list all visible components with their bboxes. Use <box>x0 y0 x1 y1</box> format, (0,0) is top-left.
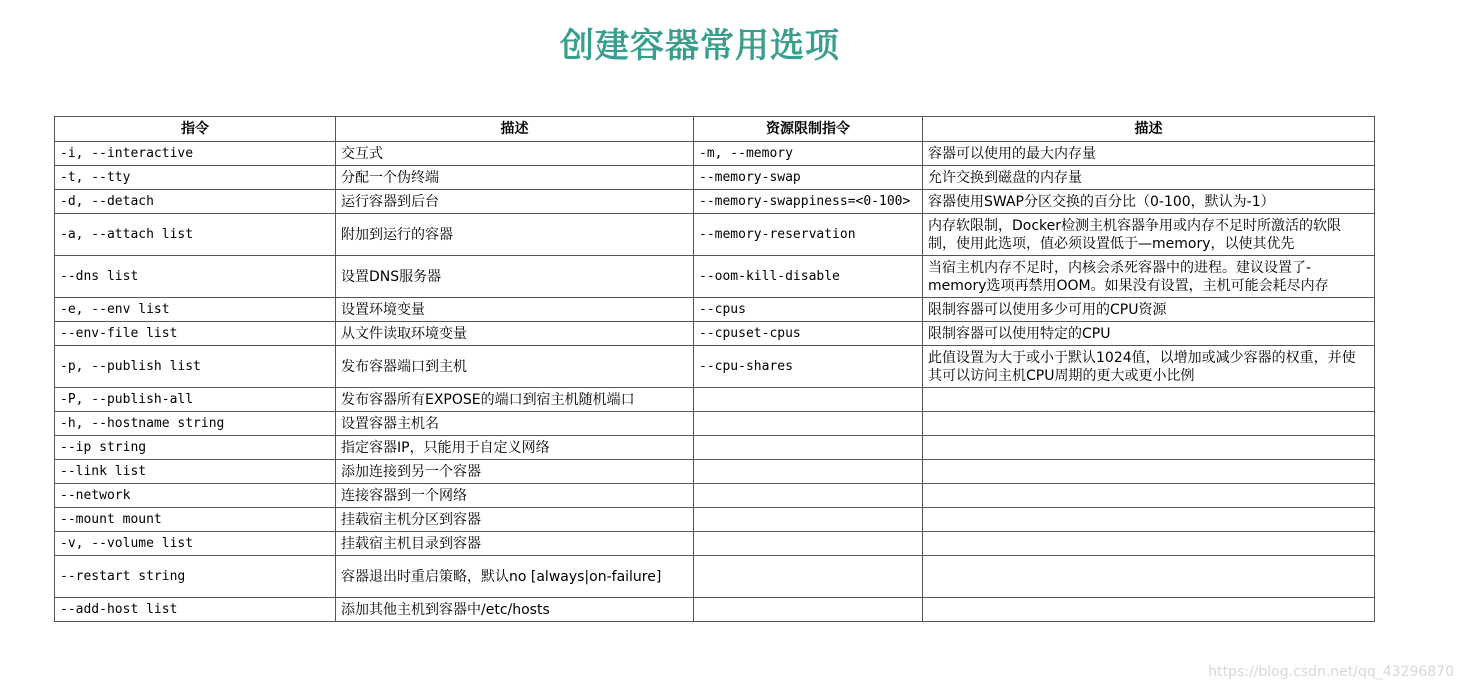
page-title: 创建容器常用选项 <box>560 26 840 66</box>
cell-description: 附加到运行的容器 <box>336 214 694 256</box>
table-row <box>55 484 1375 508</box>
cell-resource-description <box>923 412 1375 436</box>
cell-resource-description <box>923 436 1375 460</box>
cell-command: -p, --publish list <box>55 346 336 388</box>
cell-command: --link list <box>55 460 336 484</box>
cell-resource-command <box>694 556 923 598</box>
cell-resource-description <box>923 532 1375 556</box>
cell-command: --dns list <box>55 256 336 298</box>
cell-resource-description: 容器使用SWAP分区交换的百分比（0-100，默认为-1） <box>923 190 1375 214</box>
table-row <box>55 556 1375 598</box>
cell-resource-description <box>923 484 1375 508</box>
cell-resource-command: --memory-reservation <box>694 214 923 256</box>
cell-command: --network <box>55 484 336 508</box>
cell-description: 添加其他主机到容器中/etc/hosts <box>336 598 694 622</box>
table-row <box>55 460 1375 484</box>
cell-command: -d, --detach <box>55 190 336 214</box>
cell-command: --restart string <box>55 556 336 598</box>
cell-resource-description <box>923 598 1375 622</box>
cell-resource-command: --cpus <box>694 298 923 322</box>
cell-resource-command <box>694 508 923 532</box>
cell-command: -v, --volume list <box>55 532 336 556</box>
header-description: 描述 <box>336 117 694 142</box>
cell-description: 添加连接到另一个容器 <box>336 460 694 484</box>
cell-resource-description <box>923 460 1375 484</box>
cell-description: 挂载宿主机目录到容器 <box>336 532 694 556</box>
cell-description: 挂载宿主机分区到容器 <box>336 508 694 532</box>
cell-command: -e, --env list <box>55 298 336 322</box>
cell-command: --env-file list <box>55 322 336 346</box>
cell-resource-command <box>694 598 923 622</box>
cell-resource-command <box>694 388 923 412</box>
cell-resource-description <box>923 556 1375 598</box>
cell-description: 从文件读取环境变量 <box>336 322 694 346</box>
cell-resource-command <box>694 436 923 460</box>
cell-command: --add-host list <box>55 598 336 622</box>
table-row <box>55 388 1375 412</box>
cell-command: -P, --publish-all <box>55 388 336 412</box>
table-header-row <box>55 117 1375 142</box>
table-row <box>55 598 1375 622</box>
cell-command: -h, --hostname string <box>55 412 336 436</box>
header-resource-command: 资源限制指令 <box>694 117 923 142</box>
cell-resource-command: --cpuset-cpus <box>694 322 923 346</box>
cell-description: 分配一个伪终端 <box>336 166 694 190</box>
cell-description: 交互式 <box>336 142 694 166</box>
cell-resource-description: 允许交换到磁盘的内存量 <box>923 166 1375 190</box>
options-table <box>54 116 1375 622</box>
cell-resource-command: --memory-swappiness=<0-100> <box>694 190 923 214</box>
cell-resource-description: 当宿主机内存不足时，内核会杀死容器中的进程。建议设置了-memory选项再禁用OOM。如果没有设置，主机可能会耗尽内存 <box>923 256 1375 298</box>
cell-description: 指定容器IP，只能用于自定义网络 <box>336 436 694 460</box>
cell-resource-description: 限制容器可以使用特定的CPU <box>923 322 1375 346</box>
table-row <box>55 256 1375 298</box>
table-body <box>55 142 1375 622</box>
cell-resource-description <box>923 508 1375 532</box>
watermark: https://blog.csdn.net/qq_43296870 <box>1208 664 1454 680</box>
cell-description: 设置容器主机名 <box>336 412 694 436</box>
header-command: 指令 <box>55 117 336 142</box>
cell-resource-description: 容器可以使用的最大内存量 <box>923 142 1375 166</box>
table-row <box>55 142 1375 166</box>
cell-command: --mount mount <box>55 508 336 532</box>
cell-resource-command <box>694 484 923 508</box>
cell-command: -i, --interactive <box>55 142 336 166</box>
table-row <box>55 346 1375 388</box>
cell-description: 设置DNS服务器 <box>336 256 694 298</box>
cell-command: --ip string <box>55 436 336 460</box>
cell-resource-description: 内存软限制，Docker检测主机容器争用或内存不足时所激活的软限制，使用此选项，值必须设置低于—memory，以使其优先 <box>923 214 1375 256</box>
cell-resource-command: --oom-kill-disable <box>694 256 923 298</box>
cell-description: 发布容器端口到主机 <box>336 346 694 388</box>
cell-resource-command: -m, --memory <box>694 142 923 166</box>
cell-command: -a, --attach list <box>55 214 336 256</box>
cell-resource-description: 此值设置为大于或小于默认1024值，以增加或减少容器的权重，并使其可以访问主机CPU周期的更大或更小比例 <box>923 346 1375 388</box>
table-row <box>55 508 1375 532</box>
cell-description: 连接容器到一个网络 <box>336 484 694 508</box>
cell-description: 容器退出时重启策略，默认no [always|on-failure] <box>336 556 694 598</box>
table-row <box>55 532 1375 556</box>
cell-resource-command <box>694 460 923 484</box>
cell-resource-command: --memory-swap <box>694 166 923 190</box>
cell-description: 设置环境变量 <box>336 298 694 322</box>
table-row <box>55 190 1375 214</box>
cell-command: -t, --tty <box>55 166 336 190</box>
header-resource-description: 描述 <box>923 117 1375 142</box>
cell-resource-description <box>923 388 1375 412</box>
cell-resource-description: 限制容器可以使用多少可用的CPU资源 <box>923 298 1375 322</box>
table-row <box>55 166 1375 190</box>
table-row <box>55 322 1375 346</box>
table-row <box>55 412 1375 436</box>
table-row <box>55 436 1375 460</box>
cell-description: 发布容器所有EXPOSE的端口到宿主机随机端口 <box>336 388 694 412</box>
cell-resource-command <box>694 532 923 556</box>
cell-description: 运行容器到后台 <box>336 190 694 214</box>
cell-resource-command: --cpu-shares <box>694 346 923 388</box>
table-row <box>55 214 1375 256</box>
cell-resource-command <box>694 412 923 436</box>
table-row <box>55 298 1375 322</box>
